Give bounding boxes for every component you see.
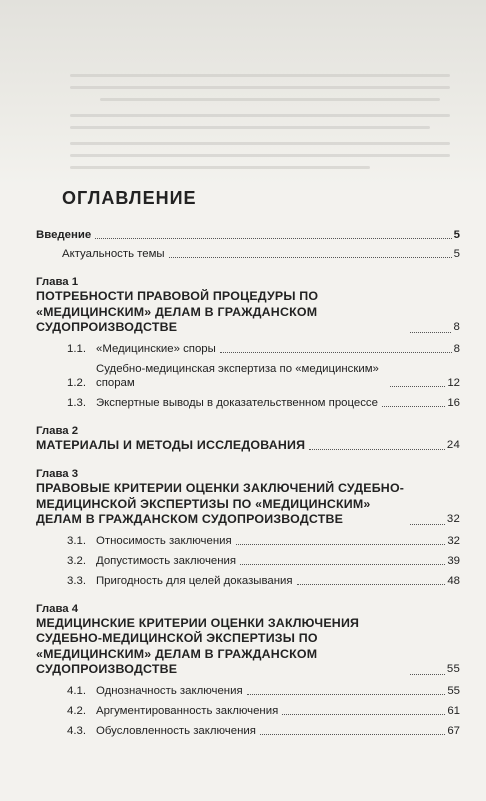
chapter-title: ПОТРЕБНОСТИ ПРАВОВОЙ ПРОЦЕДУРЫ ПО «МЕДИЦИНСКИМ» ДЕЛАМ В ГРАЖДАНСКОМ СУДОПРОИЗВОДСТВЕ <box>36 289 319 334</box>
section-page: 8 <box>453 342 460 355</box>
toc-entry-label: Введение <box>36 229 92 241</box>
toc-entry-page: 5 <box>453 229 460 241</box>
dot-leader <box>95 238 451 239</box>
section-number: 4.2. <box>67 704 86 717</box>
dot-leader <box>240 564 445 565</box>
dot-leader <box>309 449 445 450</box>
dot-leader <box>169 257 452 258</box>
bleed-through-area <box>0 0 486 185</box>
section-body <box>96 396 460 410</box>
chapter-page: 24 <box>446 438 460 451</box>
section-number: 3.2. <box>67 554 86 567</box>
chapter-page: 8 <box>453 321 460 333</box>
chapter-label: Глава 4 <box>36 602 79 615</box>
section-page: 48 <box>447 574 460 587</box>
toc-entry-page: 5 <box>453 248 460 260</box>
dot-leader <box>390 386 445 387</box>
section-body <box>96 554 460 568</box>
toc-entry-intro-sub[interactable] <box>36 247 460 261</box>
section-body <box>96 704 460 718</box>
chapter-block <box>36 602 460 738</box>
section-body <box>96 724 460 738</box>
chapter-block <box>36 467 460 588</box>
section-number: 1.2. <box>67 376 86 389</box>
section-entry[interactable] <box>36 396 460 410</box>
section-page: 32 <box>447 534 460 547</box>
dot-leader <box>247 694 446 695</box>
chapter-label: Глава 1 <box>36 276 79 288</box>
dot-leader <box>297 584 446 585</box>
chapter-block <box>36 424 460 454</box>
dot-leader <box>410 332 451 333</box>
chapter-title-entry[interactable] <box>36 616 460 678</box>
section-body <box>96 342 460 356</box>
dot-leader <box>236 544 446 545</box>
section-entry[interactable] <box>36 574 460 588</box>
section-body <box>96 574 460 588</box>
section-page: 39 <box>447 554 460 567</box>
section-body <box>96 362 460 390</box>
section-label: Аргументированность заключения <box>96 704 279 717</box>
section-page: 12 <box>447 376 460 389</box>
section-entry[interactable] <box>36 342 460 356</box>
section-number: 3.3. <box>67 574 86 587</box>
toc-title: ОГЛАВЛЕНИЕ <box>62 188 197 208</box>
chapter-block <box>36 275 460 410</box>
section-entry[interactable] <box>36 704 460 718</box>
section-entry[interactable] <box>36 534 460 548</box>
dot-leader <box>282 714 445 715</box>
section-label: Обусловленность заключения <box>96 724 256 737</box>
section-entry[interactable] <box>36 362 460 390</box>
section-page: 67 <box>447 724 460 737</box>
section-page: 16 <box>447 396 460 409</box>
dot-leader <box>220 352 452 353</box>
section-number: 4.3. <box>67 724 86 737</box>
chapter-label: Глава 2 <box>36 424 79 437</box>
section-label: Экспертные выводы в доказательственном процессе <box>96 396 378 409</box>
section-entry[interactable] <box>36 554 460 568</box>
section-label: Судебно-медицинская экспертиза по «медицинским» спорам <box>96 362 379 389</box>
dot-leader <box>410 674 445 675</box>
section-entry[interactable] <box>36 724 460 738</box>
chapter-page: 32 <box>446 513 460 525</box>
section-label: Пригодность для целей доказывания <box>96 574 293 587</box>
table-of-contents <box>36 188 460 738</box>
section-entry[interactable] <box>36 684 460 698</box>
section-body <box>96 534 460 548</box>
section-label: Допустимость заключения <box>96 554 237 567</box>
dot-leader <box>382 406 445 407</box>
section-label: Относимость заключения <box>96 534 232 547</box>
section-page: 55 <box>447 684 460 697</box>
toc-entry-label: Актуальность темы <box>62 248 165 260</box>
section-number: 4.1. <box>67 684 86 697</box>
chapter-title-entry[interactable] <box>36 481 460 528</box>
dot-leader <box>410 524 445 525</box>
section-label: Однозначность заключения <box>96 684 243 697</box>
chapter-list <box>36 275 460 738</box>
section-body <box>96 684 460 698</box>
chapter-title-entry[interactable] <box>36 289 460 336</box>
section-page: 61 <box>447 704 460 717</box>
chapter-label: Глава 3 <box>36 468 79 480</box>
chapter-page: 55 <box>446 663 460 675</box>
dot-leader <box>260 734 445 735</box>
chapter-title: ПРАВОВЫЕ КРИТЕРИИ ОЦЕНКИ ЗАКЛЮЧЕНИЙ СУДЕБНО-МЕДИЦИНСКОЙ ЭКСПЕРТИЗЫ ПО «МЕДИЦИНСКИМ» ДЕЛАМ В ГРАЖДАНСКОМ СУДОПРОИЗВОДСТВЕ <box>36 481 405 526</box>
section-number: 1.1. <box>67 342 86 355</box>
section-number: 3.1. <box>67 534 86 547</box>
chapter-title: МАТЕРИАЛЫ И МЕТОДЫ ИССЛЕДОВАНИЯ <box>36 437 306 452</box>
toc-entry-intro[interactable] <box>36 228 460 242</box>
chapter-title-entry[interactable] <box>36 438 460 454</box>
section-number: 1.3. <box>67 396 86 409</box>
section-label: «Медицинские» споры <box>96 342 216 355</box>
chapter-title: МЕДИЦИНСКИЕ КРИТЕРИИ ОЦЕНКИ ЗАКЛЮЧЕНИЯ СУДЕБНО-МЕДИЦИНСКОЙ ЭКСПЕРТИЗЫ ПО «МЕДИЦИНСКИМ» ДЕЛАМ В ГРАЖДАНСКОМ СУДОПРОИЗВОДСТВЕ <box>36 615 360 676</box>
